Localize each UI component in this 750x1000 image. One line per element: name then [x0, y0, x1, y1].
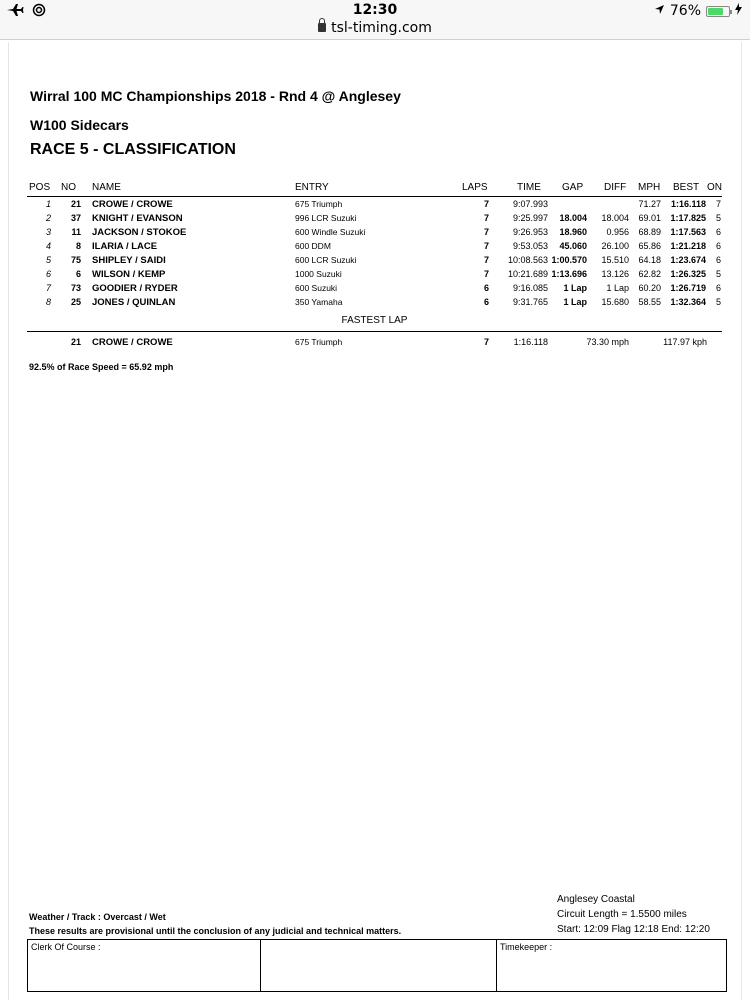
- circuit-length: Circuit Length = 1.5500 miles: [557, 909, 687, 920]
- timekeeper-cell: [497, 940, 726, 991]
- cell-best: 1:32.364: [670, 297, 706, 307]
- cell-on: 6: [715, 227, 721, 237]
- fastest-lap-row: [27, 336, 722, 350]
- cell-best: 1:26.325: [670, 269, 706, 279]
- header-name: NAME: [92, 182, 121, 193]
- cell-time: 10:08.563: [507, 255, 548, 265]
- clerk-of-course-label: Clerk Of Course :: [31, 942, 101, 952]
- cell-pos: 1: [45, 199, 51, 209]
- fastest-lap-lap: 7: [483, 337, 489, 347]
- table-row: [27, 211, 722, 225]
- cell-name: GOODIER / RYDER: [92, 283, 178, 294]
- cell-diff: 0.956: [606, 227, 629, 237]
- cell-no: 21: [70, 199, 81, 209]
- blank-cell: [261, 940, 497, 991]
- cell-pos: 2: [45, 213, 51, 223]
- fastest-lap-kph: 117.97 kph: [663, 337, 707, 347]
- fastest-lap-mph: 73.30 mph: [586, 337, 629, 347]
- header-no: NO: [61, 182, 76, 193]
- cell-time: 10:21.689: [507, 269, 548, 279]
- cell-diff: 15.680: [601, 297, 629, 307]
- table-row: [27, 253, 722, 267]
- cell-mph: 69.01: [638, 213, 661, 223]
- cell-gap: 18.004: [559, 213, 587, 223]
- cell-gap: 1 Lap: [563, 297, 587, 307]
- cell-no: 37: [70, 213, 81, 223]
- cell-entry: 600 LCR Suzuki: [295, 255, 357, 265]
- cell-laps: 7: [483, 255, 489, 265]
- race-times: Start: 12:09 Flag 12:18 End: 12:20: [557, 924, 710, 935]
- lock-icon: [318, 23, 326, 32]
- cell-pos: 4: [45, 241, 51, 251]
- cell-time: 9:26.953: [512, 227, 548, 237]
- cell-laps: 7: [483, 227, 489, 237]
- address-bar[interactable]: [0, 20, 750, 36]
- table-row: [27, 225, 722, 239]
- cell-best: 1:23.674: [670, 255, 706, 265]
- cell-diff: 26.100: [601, 241, 629, 251]
- cell-laps: 6: [483, 283, 489, 293]
- cell-entry: 600 Suzuki: [295, 283, 338, 293]
- cell-name: JONES / QUINLAN: [92, 297, 176, 308]
- results-sheet: [8, 42, 742, 1000]
- cell-entry: 996 LCR Suzuki: [295, 213, 357, 223]
- cell-mph: 58.55: [638, 297, 661, 307]
- cell-on: 5: [715, 213, 721, 223]
- status-right: [654, 3, 742, 19]
- cell-diff: 18.004: [601, 213, 629, 223]
- cell-mph: 64.18: [638, 255, 661, 265]
- clerk-of-course-cell: [28, 940, 261, 991]
- cell-name: CROWE / CROWE: [92, 199, 173, 210]
- cell-laps: 6: [483, 297, 489, 307]
- cell-best: 1:16.118: [670, 199, 706, 209]
- table-row: [27, 197, 722, 211]
- cell-name: WILSON / KEMP: [92, 269, 166, 280]
- table-row: [27, 281, 722, 295]
- cell-gap: 18.960: [559, 227, 587, 237]
- fastest-lap-entry: 675 Triumph: [295, 337, 343, 347]
- cell-on: 5: [715, 297, 721, 307]
- class-title: W100 Sidecars: [30, 117, 129, 133]
- cell-pos: 8: [45, 297, 51, 307]
- header-entry: ENTRY: [295, 182, 329, 193]
- header-mph: MPH: [638, 182, 661, 193]
- battery-percent: 76%: [669, 3, 701, 19]
- cell-best: 1:21.218: [670, 241, 706, 251]
- cell-gap: 1:00.570: [551, 255, 587, 265]
- charging-bolt-icon: [735, 3, 742, 19]
- header-best: BEST: [673, 182, 700, 193]
- race-title: RACE 5 - CLASSIFICATION: [30, 141, 236, 158]
- race-speed: 92.5% of Race Speed = 65.92 mph: [29, 362, 174, 372]
- weather-track: Weather / Track : Overcast / Wet: [29, 912, 166, 922]
- cell-time: 9:53.053: [512, 241, 548, 251]
- url-text: tsl-timing.com: [331, 20, 432, 36]
- cell-pos: 7: [45, 283, 51, 293]
- cell-best: 1:17.563: [670, 227, 706, 237]
- fastest-lap-time: 1:16.118: [513, 337, 548, 347]
- cell-entry: 600 DDM: [295, 241, 331, 251]
- cell-mph: 68.89: [638, 227, 661, 237]
- location-arrow-icon: [654, 3, 665, 19]
- table-row: [27, 295, 722, 309]
- cell-name: SHIPLEY / SAIDI: [92, 255, 166, 266]
- cell-pos: 3: [45, 227, 51, 237]
- cell-gap: 1:13.696: [551, 269, 587, 279]
- cell-on: 6: [715, 241, 721, 251]
- cell-mph: 60.20: [638, 283, 661, 293]
- circuit-info: [557, 892, 710, 937]
- cell-no: 75: [70, 255, 81, 265]
- header-gap: GAP: [562, 182, 584, 193]
- cell-on: 5: [715, 269, 721, 279]
- cell-time: 9:25.997: [512, 213, 548, 223]
- cell-pos: 5: [45, 255, 51, 265]
- cell-on: 6: [715, 255, 721, 265]
- cell-best: 1:26.719: [670, 283, 706, 293]
- cell-best: 1:17.825: [670, 213, 706, 223]
- cell-entry: 350 Yamaha: [295, 297, 343, 307]
- table-row: [27, 267, 722, 281]
- table-body: [27, 197, 722, 309]
- cell-no: 73: [70, 283, 81, 293]
- fastest-lap-no: 21: [70, 337, 81, 347]
- cell-no: 8: [75, 241, 81, 251]
- cell-name: KNIGHT / EVANSON: [92, 213, 183, 224]
- header-time: TIME: [517, 182, 541, 193]
- cell-laps: 7: [483, 269, 489, 279]
- results-table: [27, 181, 722, 309]
- timekeeper-label: Timekeeper :: [500, 942, 553, 952]
- battery-icon: [706, 6, 730, 17]
- cell-time: 9:16.085: [512, 283, 548, 293]
- fastest-lap-name: CROWE / CROWE: [92, 337, 173, 348]
- cell-diff: 1 Lap: [606, 283, 629, 293]
- cell-mph: 65.86: [638, 241, 661, 251]
- table-header: [27, 181, 722, 197]
- fastest-lap-caption: FASTEST LAP: [341, 315, 408, 326]
- provisional-note: These results are provisional until the conclusion of any judicial and technical matters.: [29, 926, 402, 936]
- cell-on: 7: [715, 199, 721, 209]
- cell-no: 6: [75, 269, 81, 279]
- cell-entry: 675 Triumph: [295, 199, 343, 209]
- cell-laps: 7: [483, 241, 489, 251]
- cell-laps: 7: [483, 199, 489, 209]
- header-on: ON: [707, 182, 722, 193]
- cell-laps: 7: [483, 213, 489, 223]
- status-bar: [0, 0, 750, 40]
- championship-title: Wirral 100 MC Championships 2018 - Rnd 4 @ Anglesey: [30, 88, 401, 104]
- table-row: [27, 239, 722, 253]
- cell-pos: 6: [45, 269, 51, 279]
- cell-on: 6: [715, 283, 721, 293]
- cell-no: 11: [71, 227, 81, 237]
- cell-entry: 600 Windle Suzuki: [295, 227, 366, 237]
- cell-diff: 15.510: [601, 255, 629, 265]
- cell-no: 25: [70, 297, 81, 307]
- cell-name: ILARIA / LACE: [92, 241, 158, 252]
- cell-diff: 13.126: [601, 269, 629, 279]
- cell-time: 9:31.765: [512, 297, 548, 307]
- header-diff: DIFF: [604, 182, 627, 193]
- divider: [27, 331, 722, 332]
- cell-gap: 1 Lap: [563, 283, 587, 293]
- clock: 12:30: [352, 2, 398, 18]
- cell-mph: 71.27: [638, 199, 661, 209]
- header-laps: LAPS: [462, 182, 488, 193]
- circuit-name: Anglesey Coastal: [557, 894, 635, 905]
- header-pos: POS: [29, 182, 51, 193]
- cell-time: 9:07.993: [512, 199, 548, 209]
- cell-gap: 45.060: [559, 241, 587, 251]
- cell-name: JACKSON / STOKOE: [92, 227, 187, 238]
- signature-box: [27, 939, 727, 992]
- cell-mph: 62.82: [638, 269, 661, 279]
- cell-entry: 1000 Suzuki: [295, 269, 342, 279]
